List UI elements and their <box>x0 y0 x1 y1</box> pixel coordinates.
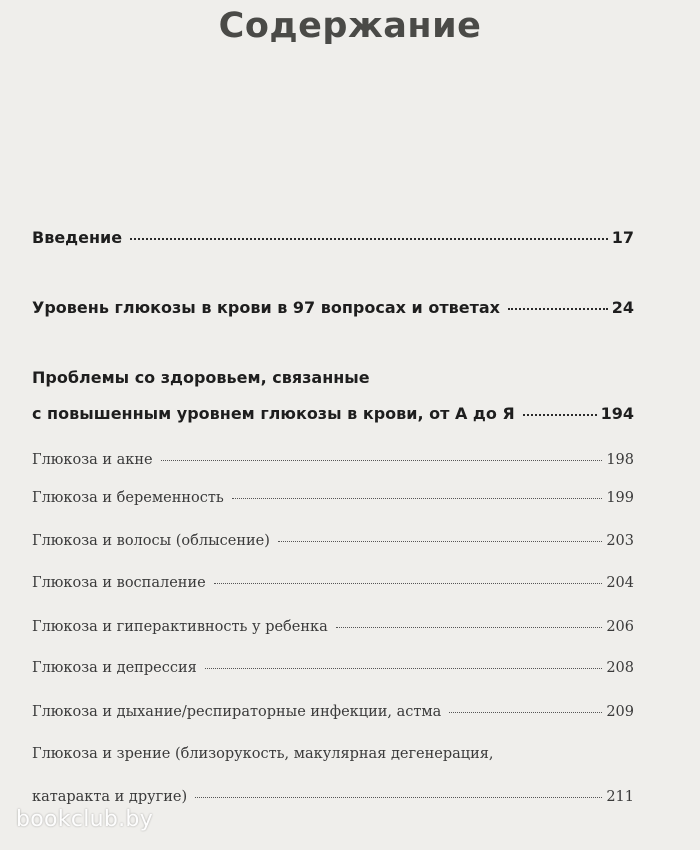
toc-subentry-page: 211 <box>606 789 634 805</box>
dot-leader <box>508 308 608 310</box>
toc-subentry-title: Глюкоза и дыхание/респираторные инфекции, астма <box>32 704 442 720</box>
toc-subentry-title: Глюкоза и зрение (близорукость, макулярная дегенерация, <box>32 746 494 762</box>
dot-leader <box>449 712 602 713</box>
dot-leader <box>336 627 603 628</box>
toc-subentry[interactable] <box>32 575 634 591</box>
toc-entry-title: Уровень глюкозы в крови в 97 вопросах и ответах <box>32 298 500 317</box>
toc-subentry-page: 208 <box>606 660 634 676</box>
toc-subentry-page: 206 <box>606 619 634 635</box>
toc-subentry-line1[interactable] <box>32 746 494 762</box>
toc-subentry[interactable] <box>32 533 634 549</box>
toc-entry-page: 24 <box>611 298 634 317</box>
toc-subentry-page: 209 <box>606 704 634 720</box>
toc-entry-introduction[interactable] <box>32 228 634 247</box>
toc-subentry-page: 203 <box>606 533 634 549</box>
dot-leader <box>214 583 603 584</box>
dot-leader <box>195 797 602 798</box>
dot-leader <box>523 414 597 416</box>
toc-subentry[interactable] <box>32 704 634 720</box>
toc-subentry-title: Глюкоза и воспаление <box>32 575 206 591</box>
toc-subentry-page: 204 <box>606 575 634 591</box>
dot-leader <box>278 541 602 542</box>
toc-entry-health-problems[interactable] <box>32 404 634 423</box>
toc-entry-title: Введение <box>32 228 123 247</box>
toc-subentry-page: 198 <box>606 452 634 468</box>
toc-subentry[interactable] <box>32 660 634 676</box>
toc-subentry-title: Глюкоза и акне <box>32 452 153 468</box>
toc-subentry-title: Глюкоза и волосы (облысение) <box>32 533 270 549</box>
toc-entry-glucose-questions[interactable] <box>32 298 634 317</box>
dot-leader <box>161 460 603 461</box>
toc-entry-title: Проблемы со здоровьем, связанные <box>32 368 370 387</box>
toc-subentry-title: Глюкоза и гиперактивность у ребенка <box>32 619 328 635</box>
watermark-text: bookclub.by <box>16 807 154 832</box>
toc-entry-title: с повышенным уровнем глюкозы в крови, от А до Я <box>32 404 515 423</box>
toc-subentry[interactable] <box>32 789 634 805</box>
toc-subentry-title: Глюкоза и депрессия <box>32 660 197 676</box>
toc-subentry[interactable] <box>32 490 634 506</box>
dot-leader <box>130 238 608 240</box>
toc-subentry[interactable] <box>32 452 634 468</box>
toc-entry-health-problems-line1[interactable] <box>32 368 370 387</box>
page-title: Содержание <box>218 6 482 46</box>
toc-subentry-title: Глюкоза и беременность <box>32 490 224 506</box>
dot-leader <box>205 668 603 669</box>
toc-subentry-title: катаракта и другие) <box>32 789 188 805</box>
toc-entry-page: 194 <box>600 404 634 423</box>
toc-entry-page: 17 <box>611 228 634 247</box>
dot-leader <box>232 498 603 499</box>
toc-subentry[interactable] <box>32 619 634 635</box>
toc-subentry-page: 199 <box>606 490 634 506</box>
